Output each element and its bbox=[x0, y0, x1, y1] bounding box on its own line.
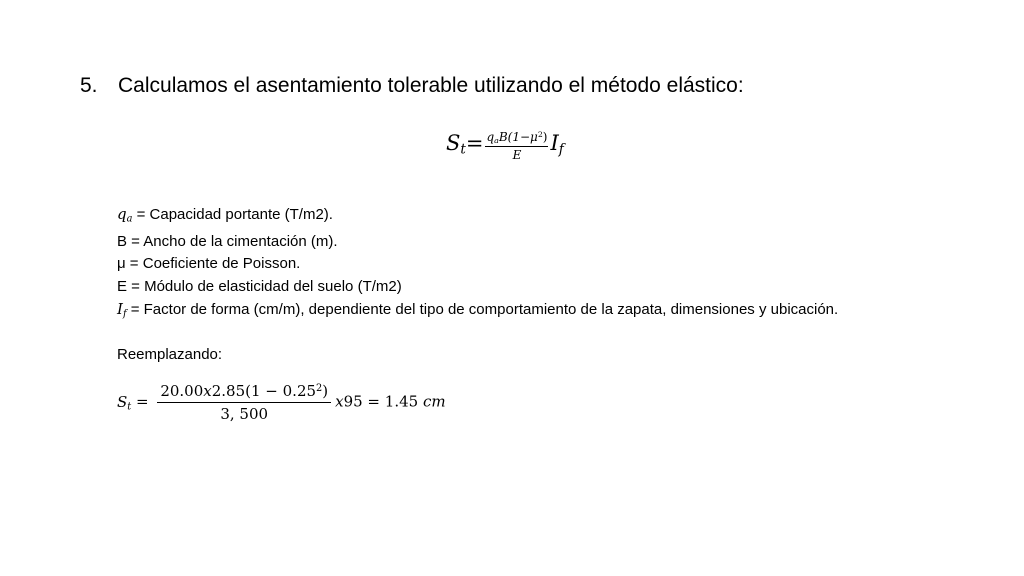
definition-qa: $q_a$ = Capacidad portante (T/m2). bbox=[117, 205, 333, 225]
calc-formula-numerator: $20.00x2.85(1 - 0.25^2)$ bbox=[157, 382, 331, 403]
main-formula bbox=[446, 130, 564, 162]
definition-if: $I_f$ = Factor de forma (cm/m), dependiente del tipo de comportamiento de la zapata, dimensiones y ubicación. bbox=[117, 300, 839, 320]
definition-e: E = Módulo de elasticidad del suelo (T/m2) bbox=[117, 277, 402, 295]
heading bbox=[80, 74, 744, 98]
main-formula-equals: = bbox=[465, 131, 484, 156]
main-formula-denominator: E bbox=[512, 147, 522, 162]
calc-formula-x: x bbox=[335, 392, 344, 411]
calc-formula-equals: = bbox=[131, 392, 154, 411]
calc-formula-fraction bbox=[157, 382, 331, 423]
definition-b: B = Ancho de la cimentación (m). bbox=[117, 232, 338, 250]
calc-formula-unit: cm bbox=[422, 392, 446, 411]
heading-number: 5. bbox=[80, 74, 98, 97]
main-formula-lhs: $S_t$ bbox=[446, 131, 466, 158]
definition-mu: μ = Coeficiente de Poisson. bbox=[117, 255, 301, 273]
if-symbol: $I_f$ bbox=[117, 300, 127, 320]
heading-text: Calculamos el asentamiento tolerable utilizando el método elástico: bbox=[118, 74, 744, 97]
calc-formula bbox=[117, 382, 446, 423]
calc-formula-lhs: $S_t$ bbox=[117, 392, 132, 412]
main-formula-fraction bbox=[485, 130, 548, 162]
main-formula-numerator: $q_aB(1-\mu^2)$ bbox=[486, 130, 548, 145]
definitions-list bbox=[117, 203, 838, 326]
replacing-label: Reemplazando: bbox=[117, 346, 223, 363]
calc-formula-result: 95 = 1.45 bbox=[343, 392, 423, 411]
calc-formula-denominator: 3, 500 bbox=[220, 405, 269, 423]
main-formula-factor: $I_f$ bbox=[550, 131, 564, 158]
qa-symbol: $q_a$ bbox=[117, 205, 133, 225]
